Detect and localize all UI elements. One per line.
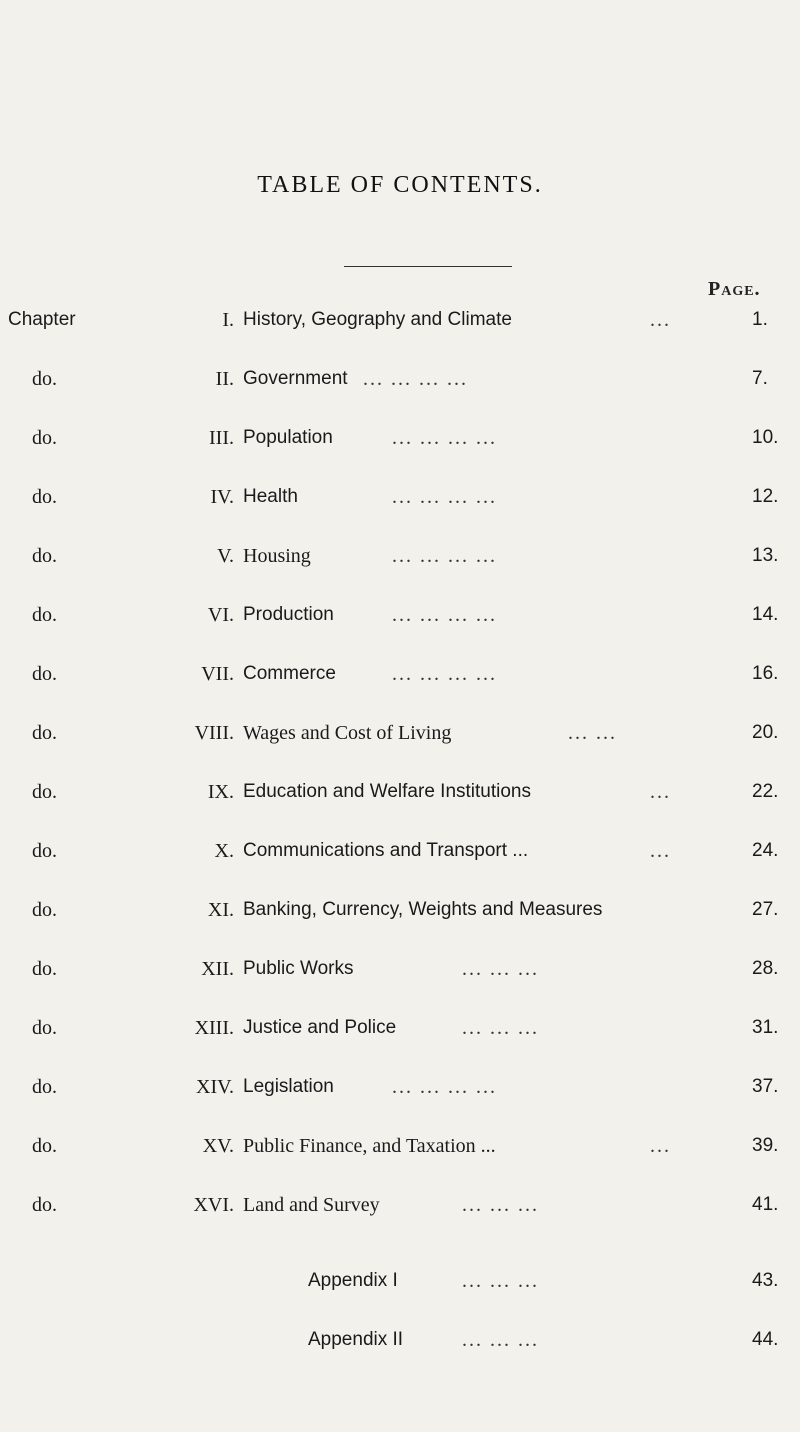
leader-dots: ... ... ... (462, 1329, 539, 1351)
leader-dots: ... ... ... ... (363, 368, 468, 390)
page-number: 41. (752, 1194, 779, 1215)
leader-dots: ... (650, 840, 671, 862)
page-number: 24. (752, 840, 779, 861)
page-number: 27. (752, 899, 779, 920)
chapter-label: do. (32, 663, 57, 685)
chapter-label: do. (32, 368, 57, 390)
chapter-label: do. (32, 781, 57, 803)
page-number: 39. (752, 1135, 779, 1156)
chapter-label: do. (32, 899, 57, 921)
toc-row-7 (0, 658, 800, 690)
toc-row-2 (0, 363, 800, 395)
toc-row-6 (0, 599, 800, 631)
leader-dots: ... ... ... ... (392, 486, 497, 508)
chapter-label: do. (32, 1076, 57, 1098)
chapter-subject: Communications and Transport ... (243, 840, 529, 861)
toc-row-16 (0, 1189, 800, 1221)
page-number: 22. (752, 781, 779, 802)
page-number: 14. (752, 604, 779, 625)
leader-dots: ... ... ... ... (392, 604, 497, 626)
page-number: 31. (752, 1017, 779, 1038)
chapter-numeral: IX. (207, 781, 234, 803)
title-divider (344, 266, 512, 267)
page-number: 16. (752, 663, 779, 684)
toc-row-4 (0, 481, 800, 513)
chapter-numeral: XVI. (193, 1194, 234, 1216)
page-number: 10. (752, 427, 779, 448)
chapter-subject: Legislation (243, 1076, 334, 1097)
chapter-subject: Population (243, 427, 333, 448)
page-number: 28. (752, 958, 779, 979)
chapter-label: do. (32, 1194, 57, 1216)
chapter-subject: Wages and Cost of Living (243, 722, 452, 744)
toc-row-15 (0, 1130, 800, 1162)
chapter-label: do. (32, 958, 57, 980)
page-number: 1. (752, 309, 768, 330)
chapter-subject: Public Works (243, 958, 354, 979)
page-number: 43. (752, 1270, 779, 1291)
chapter-subject: Banking, Currency, Weights and Measures (243, 899, 603, 920)
chapter-subject: Justice and Police (243, 1017, 397, 1038)
leader-dots: ... (650, 781, 671, 803)
leader-dots: ... ... ... ... (392, 1076, 497, 1098)
chapter-numeral: XII. (201, 958, 234, 980)
leader-dots: ... ... ... (462, 1270, 539, 1292)
page-number: 12. (752, 486, 779, 507)
page-title: TABLE OF CONTENTS. (257, 172, 543, 198)
chapter-numeral: VI. (207, 604, 234, 626)
chapter-label: Chapter (8, 309, 76, 330)
leader-dots: ... ... ... ... (392, 663, 497, 685)
toc-row-10 (0, 835, 800, 867)
appendix-label: Appendix I (308, 1270, 398, 1291)
toc-row-1 (0, 304, 800, 336)
chapter-subject: Education and Welfare Institutions (243, 781, 531, 802)
leader-dots: ... ... ... (462, 958, 539, 980)
chapter-subject: Land and Survey (243, 1194, 380, 1216)
chapter-subject: Production (243, 604, 334, 625)
leader-dots: ... ... (568, 722, 617, 744)
appendix-row-1 (0, 1265, 800, 1297)
chapter-numeral: I. (222, 309, 234, 331)
page-number: 44. (752, 1329, 779, 1350)
chapter-numeral: X. (214, 840, 234, 862)
chapter-subject: Health (243, 486, 298, 507)
toc-row-11 (0, 894, 800, 926)
page-number: 37. (752, 1076, 779, 1097)
toc-row-5 (0, 540, 800, 572)
chapter-label: do. (32, 722, 57, 744)
leader-dots: ... ... ... ... (392, 545, 497, 567)
toc-row-3 (0, 422, 800, 454)
toc-row-13 (0, 1012, 800, 1044)
leader-dots: ... ... ... ... (392, 427, 497, 449)
chapter-label: do. (32, 1017, 57, 1039)
chapter-subject: History, Geography and Climate (243, 309, 512, 330)
chapter-label: do. (32, 427, 57, 449)
leader-dots: ... (650, 309, 671, 331)
chapter-numeral: VIII. (194, 722, 234, 744)
chapter-numeral: IV. (210, 486, 234, 508)
chapter-numeral: XI. (207, 899, 234, 921)
chapter-numeral: II. (215, 368, 234, 390)
chapter-numeral: V. (217, 545, 234, 567)
chapter-label: do. (32, 1135, 57, 1157)
toc-row-8 (0, 717, 800, 749)
leader-dots: ... ... ... (462, 1194, 539, 1216)
leader-dots: ... ... ... (462, 1017, 539, 1039)
chapter-numeral: III. (209, 427, 234, 449)
page-number: 7. (752, 368, 768, 389)
chapter-label: do. (32, 604, 57, 626)
toc-row-12 (0, 953, 800, 985)
chapter-numeral: VII. (201, 663, 234, 685)
page-number: 13. (752, 545, 779, 566)
chapter-numeral: XV. (202, 1135, 234, 1157)
chapter-numeral: XIV. (196, 1076, 234, 1098)
chapter-numeral: XIII. (194, 1017, 234, 1039)
chapter-label: do. (32, 545, 57, 567)
chapter-subject: Housing (243, 545, 311, 567)
chapter-label: do. (32, 486, 57, 508)
appendix-label: Appendix II (308, 1329, 404, 1350)
chapter-subject: Commerce (243, 663, 336, 684)
page-number: 20. (752, 722, 779, 743)
page-column-header: Page. (708, 278, 761, 300)
chapter-subject: Government (243, 368, 348, 389)
chapter-subject: Public Finance, and Taxation ... (243, 1135, 496, 1157)
chapter-label: do. (32, 840, 57, 862)
toc-row-9 (0, 776, 800, 808)
leader-dots: ... (650, 1135, 671, 1157)
appendix-row-2 (0, 1324, 800, 1356)
toc-row-14 (0, 1071, 800, 1103)
